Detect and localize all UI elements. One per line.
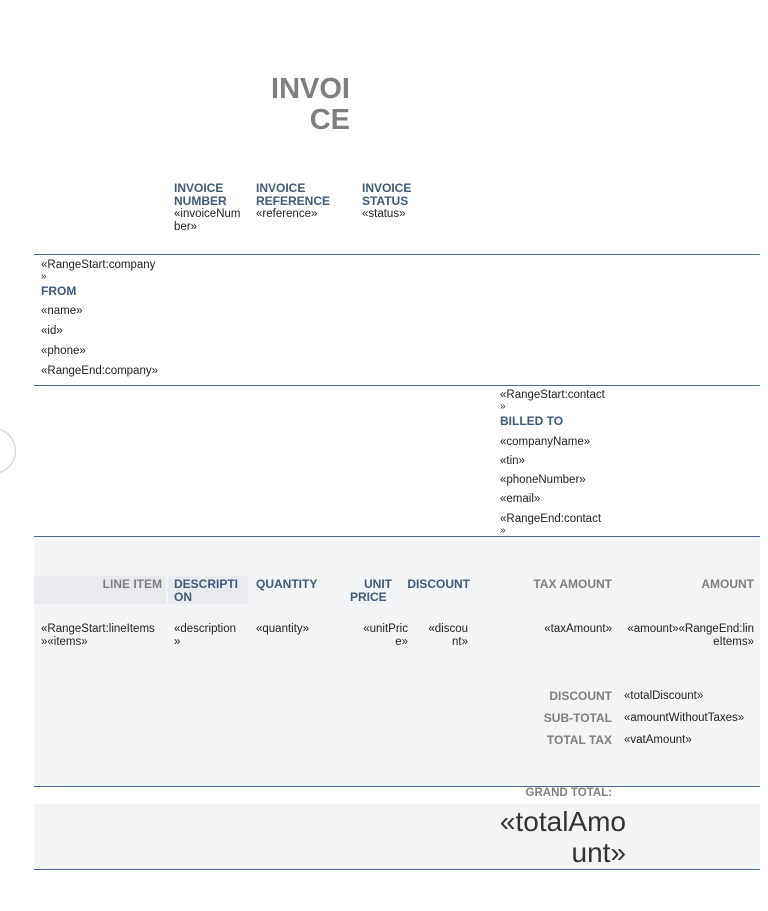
total-tax-label: TOTAL TAX	[546, 733, 612, 747]
col-header-unit-price	[350, 578, 392, 604]
invoice-status-label-1: INVOICE	[362, 181, 412, 195]
invoice-status-block	[362, 182, 442, 221]
invoice-number-block	[174, 182, 254, 234]
divider-4	[34, 786, 760, 787]
col-header-tax-amount: TAX AMOUNT	[533, 577, 612, 591]
billed-range-end-2: »	[500, 525, 506, 536]
billed-heading: BILLED TO	[500, 414, 564, 428]
from-range-end: «RangeEnd:company»	[41, 365, 158, 377]
col-header-description-1: DESCRIPTI	[174, 577, 239, 591]
total-discount-label: DISCOUNT	[549, 689, 612, 703]
grand-total-value-1: «totalAmo	[499, 806, 626, 837]
invoice-title-line1: INVOI	[271, 73, 350, 105]
row-discount-1: «discou	[428, 623, 468, 635]
invoice-number-label-1: INVOICE	[174, 181, 224, 195]
col-header-description	[174, 578, 246, 604]
invoice-reference-block	[256, 182, 356, 221]
grand-total-value-2: unt»	[571, 837, 626, 868]
divider-1	[34, 254, 760, 255]
row-amount	[622, 623, 754, 649]
col-header-quantity: QUANTITY	[256, 577, 318, 591]
row-quantity: «quantity»	[256, 623, 310, 635]
from-range-start-1: «RangeStart:company	[41, 259, 156, 271]
col-header-line-item: LINE ITEM	[102, 577, 162, 591]
row-amount-2: eItems»	[713, 636, 754, 648]
edge-circle-decoration	[0, 428, 16, 474]
billed-range-start-1: «RangeStart:contact	[500, 389, 605, 401]
row-discount	[420, 623, 468, 649]
invoice-status-label-2: STATUS	[362, 194, 409, 208]
line-items-band	[34, 537, 760, 786]
row-unit-price	[352, 623, 408, 649]
invoice-status-value: «status»	[362, 208, 406, 220]
row-line-item-2: »«items»	[41, 636, 88, 648]
invoice-title	[262, 74, 350, 136]
grand-total-value	[484, 806, 626, 868]
row-tax-amount: «taxAmount»	[544, 623, 612, 635]
row-amount-1: «amount»«RangeEnd:lin	[627, 623, 754, 635]
row-unit-price-1: «unitPric	[363, 623, 408, 635]
from-phone: «phone»	[41, 345, 86, 357]
col-header-discount: DISCOUNT	[407, 577, 470, 591]
billed-tin: «tin»	[500, 455, 525, 467]
invoice-number-value-2: ber»	[174, 221, 198, 233]
invoice-reference-label-2: REFERENCE	[256, 194, 331, 208]
col-header-unit-price-2: PRICE	[350, 590, 387, 604]
grand-total-band	[34, 804, 760, 869]
divider-2	[34, 385, 760, 386]
invoice-number-label-2: NUMBER	[174, 194, 227, 208]
total-discount-value: «totalDiscount»	[624, 690, 704, 702]
col-header-unit-price-1: UNIT	[364, 577, 392, 591]
divider-5	[34, 869, 760, 870]
from-name: «name»	[41, 305, 83, 317]
billed-email: «email»	[500, 493, 541, 505]
row-description-2: »	[174, 636, 181, 648]
from-heading: FROM	[41, 284, 77, 298]
total-tax-value: «vatAmount»	[624, 734, 692, 746]
row-line-item-1: «RangeStart:lineItems	[41, 623, 155, 635]
invoice-title-line2: CE	[309, 104, 350, 136]
invoice-reference-value: «reference»	[256, 208, 318, 220]
billed-phone-number: «phoneNumber»	[500, 474, 586, 486]
grand-total-label: GRAND TOTAL:	[525, 787, 612, 799]
invoice-number-value-1: «invoiceNum	[174, 208, 241, 220]
row-line-item	[41, 623, 166, 649]
col-header-amount: AMOUNT	[701, 577, 754, 591]
row-description-1: «description	[174, 623, 237, 635]
row-unit-price-2: e»	[395, 636, 408, 648]
billed-range-start-2: »	[500, 401, 506, 412]
subtotal-label: SUB-TOTAL	[543, 711, 612, 725]
row-discount-2: nt»	[452, 636, 468, 648]
col-header-description-2: ON	[174, 590, 192, 604]
from-block	[41, 258, 181, 378]
subtotal-value: «amountWithoutTaxes»	[624, 712, 745, 724]
from-range-start-2: »	[41, 271, 47, 282]
billed-company-name: «companyName»	[500, 436, 591, 448]
from-id: «id»	[41, 325, 63, 337]
row-description	[174, 623, 250, 649]
invoice-reference-label-1: INVOICE	[256, 181, 306, 195]
billed-to-block	[500, 388, 630, 535]
billed-range-end-1: «RangeEnd:contact	[500, 513, 602, 525]
